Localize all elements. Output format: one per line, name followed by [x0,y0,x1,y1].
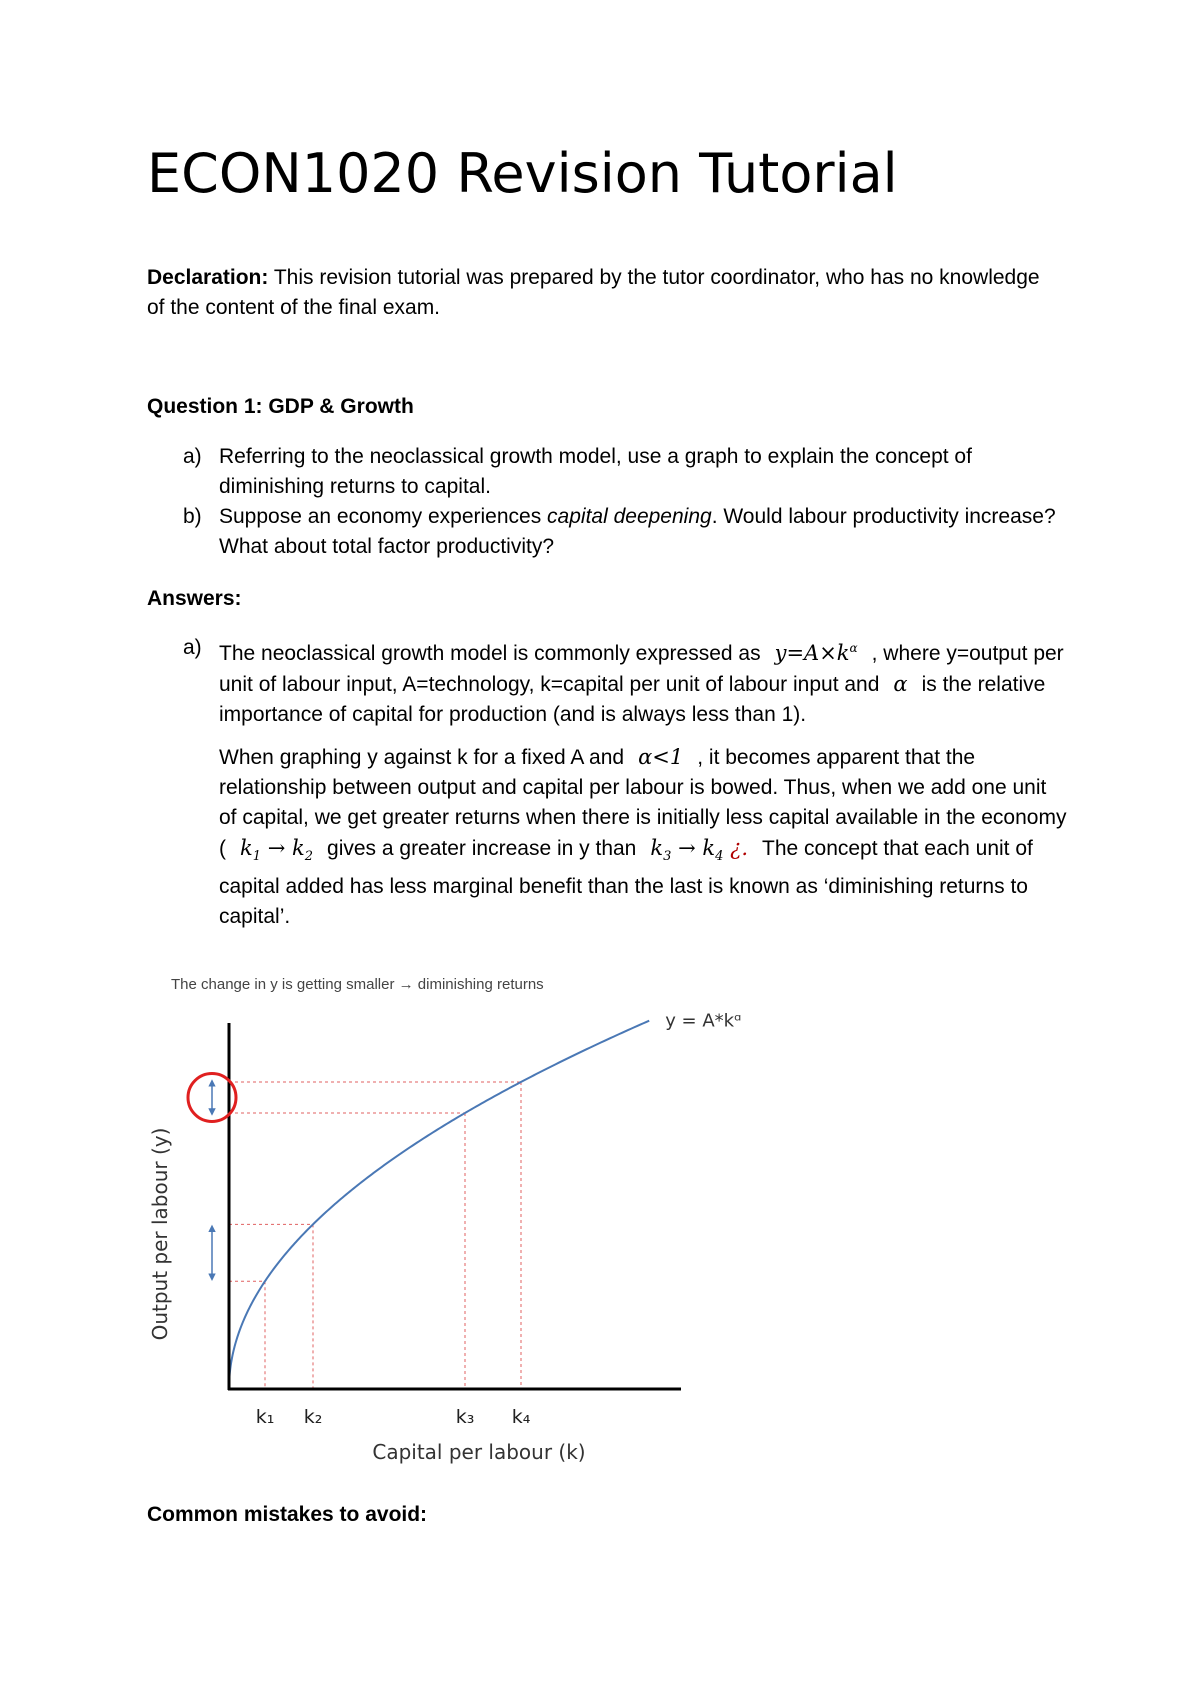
formula-main: y=A×k [774,641,850,665]
common-mistakes-heading: Common mistakes to avoid: [147,1503,428,1526]
answers-heading: Answers: [147,587,242,610]
y-axis-label: Output per labour (y) [148,1127,172,1341]
question-1b-text-before: Suppose an economy experiences [219,505,548,528]
chart-caption: The change in y is getting smaller → diminishing returns [171,976,544,993]
x-tick-label-2: k₂ [303,1406,323,1428]
list-marker: a) [183,445,202,468]
answer-a-p1-before: The neoclassical growth model is commonly expressed as [219,642,761,665]
diminishing-returns-chart [147,965,747,1475]
x-tick-label-3: k₃ [455,1406,475,1428]
answer-a-p1-after: , where y=output per unit of labour input, A=technology, k=capital per unit of labour input and [219,642,1064,696]
growth-formula [761,641,872,665]
question-1-list [147,442,1067,562]
question-1b-text-after: . Would labour productivity increase? What about total factor productivity? [219,505,1056,558]
answer-a-p1-end: is the relative importance of capital for production (and is always less than 1). [219,673,1046,726]
formula-exponent: α [849,641,858,655]
declaration [147,263,1047,323]
list-marker: b) [183,505,202,528]
answers-list [147,633,1067,932]
answer-a-p2-before: When graphing y against k for a fixed A and [219,746,625,769]
k1-to-k2: $k_1 \to k_2$ [240,836,314,865]
alpha-symbol: α [893,672,908,696]
red-glyph: ¿. [730,836,748,860]
capital-deepening-emphasis: capital deepening [547,505,712,528]
declaration-text: This revision tutorial was prepared by the tutor coordinator, who has no knowledge of the content of the final exam. [147,266,1040,319]
series-curve [229,1021,649,1389]
answer-a-paragraph-2 [219,742,1067,932]
x-tick-label-4: k₄ [511,1406,531,1428]
answer-a-paragraph-1 [219,633,1067,730]
k3-to-k4: $k_3 \to k_4$ ¿. [650,836,748,865]
answer-a [147,633,1067,932]
alpha-inequality: α<1 [638,745,684,769]
answer-a-p2-mid: , it becomes apparent that the relationship between output and capital per labour is bowed. Thus, when we add one unit of capital, we get greater returns when there is initially less capital available in the economy ( [219,746,1067,860]
list-marker: a) [183,636,202,659]
series-label: y = A*kᵅ [665,1010,742,1032]
x-axis-label: Capital per labour (k) [372,1440,586,1464]
question-1a [147,442,1067,502]
question-1-heading: Question 1: GDP & Growth [147,395,414,418]
declaration-label: Declaration: [147,266,269,289]
page-title: ECON1020 Revision Tutorial [147,142,898,205]
answer-a-p2-end: The concept that each unit of capital added has less marginal benefit than the last is known as ‘diminishing returns to capital’. [219,837,1033,929]
question-1b [147,502,1067,562]
question-1a-text: Referring to the neoclassical growth model, use a graph to explain the concept of diminishing returns to capital. [219,445,972,498]
chart-svg [147,965,747,1475]
answer-a-p2-mid2: gives a greater increase in y than [327,837,637,860]
x-tick-label-1: k₁ [255,1406,275,1428]
